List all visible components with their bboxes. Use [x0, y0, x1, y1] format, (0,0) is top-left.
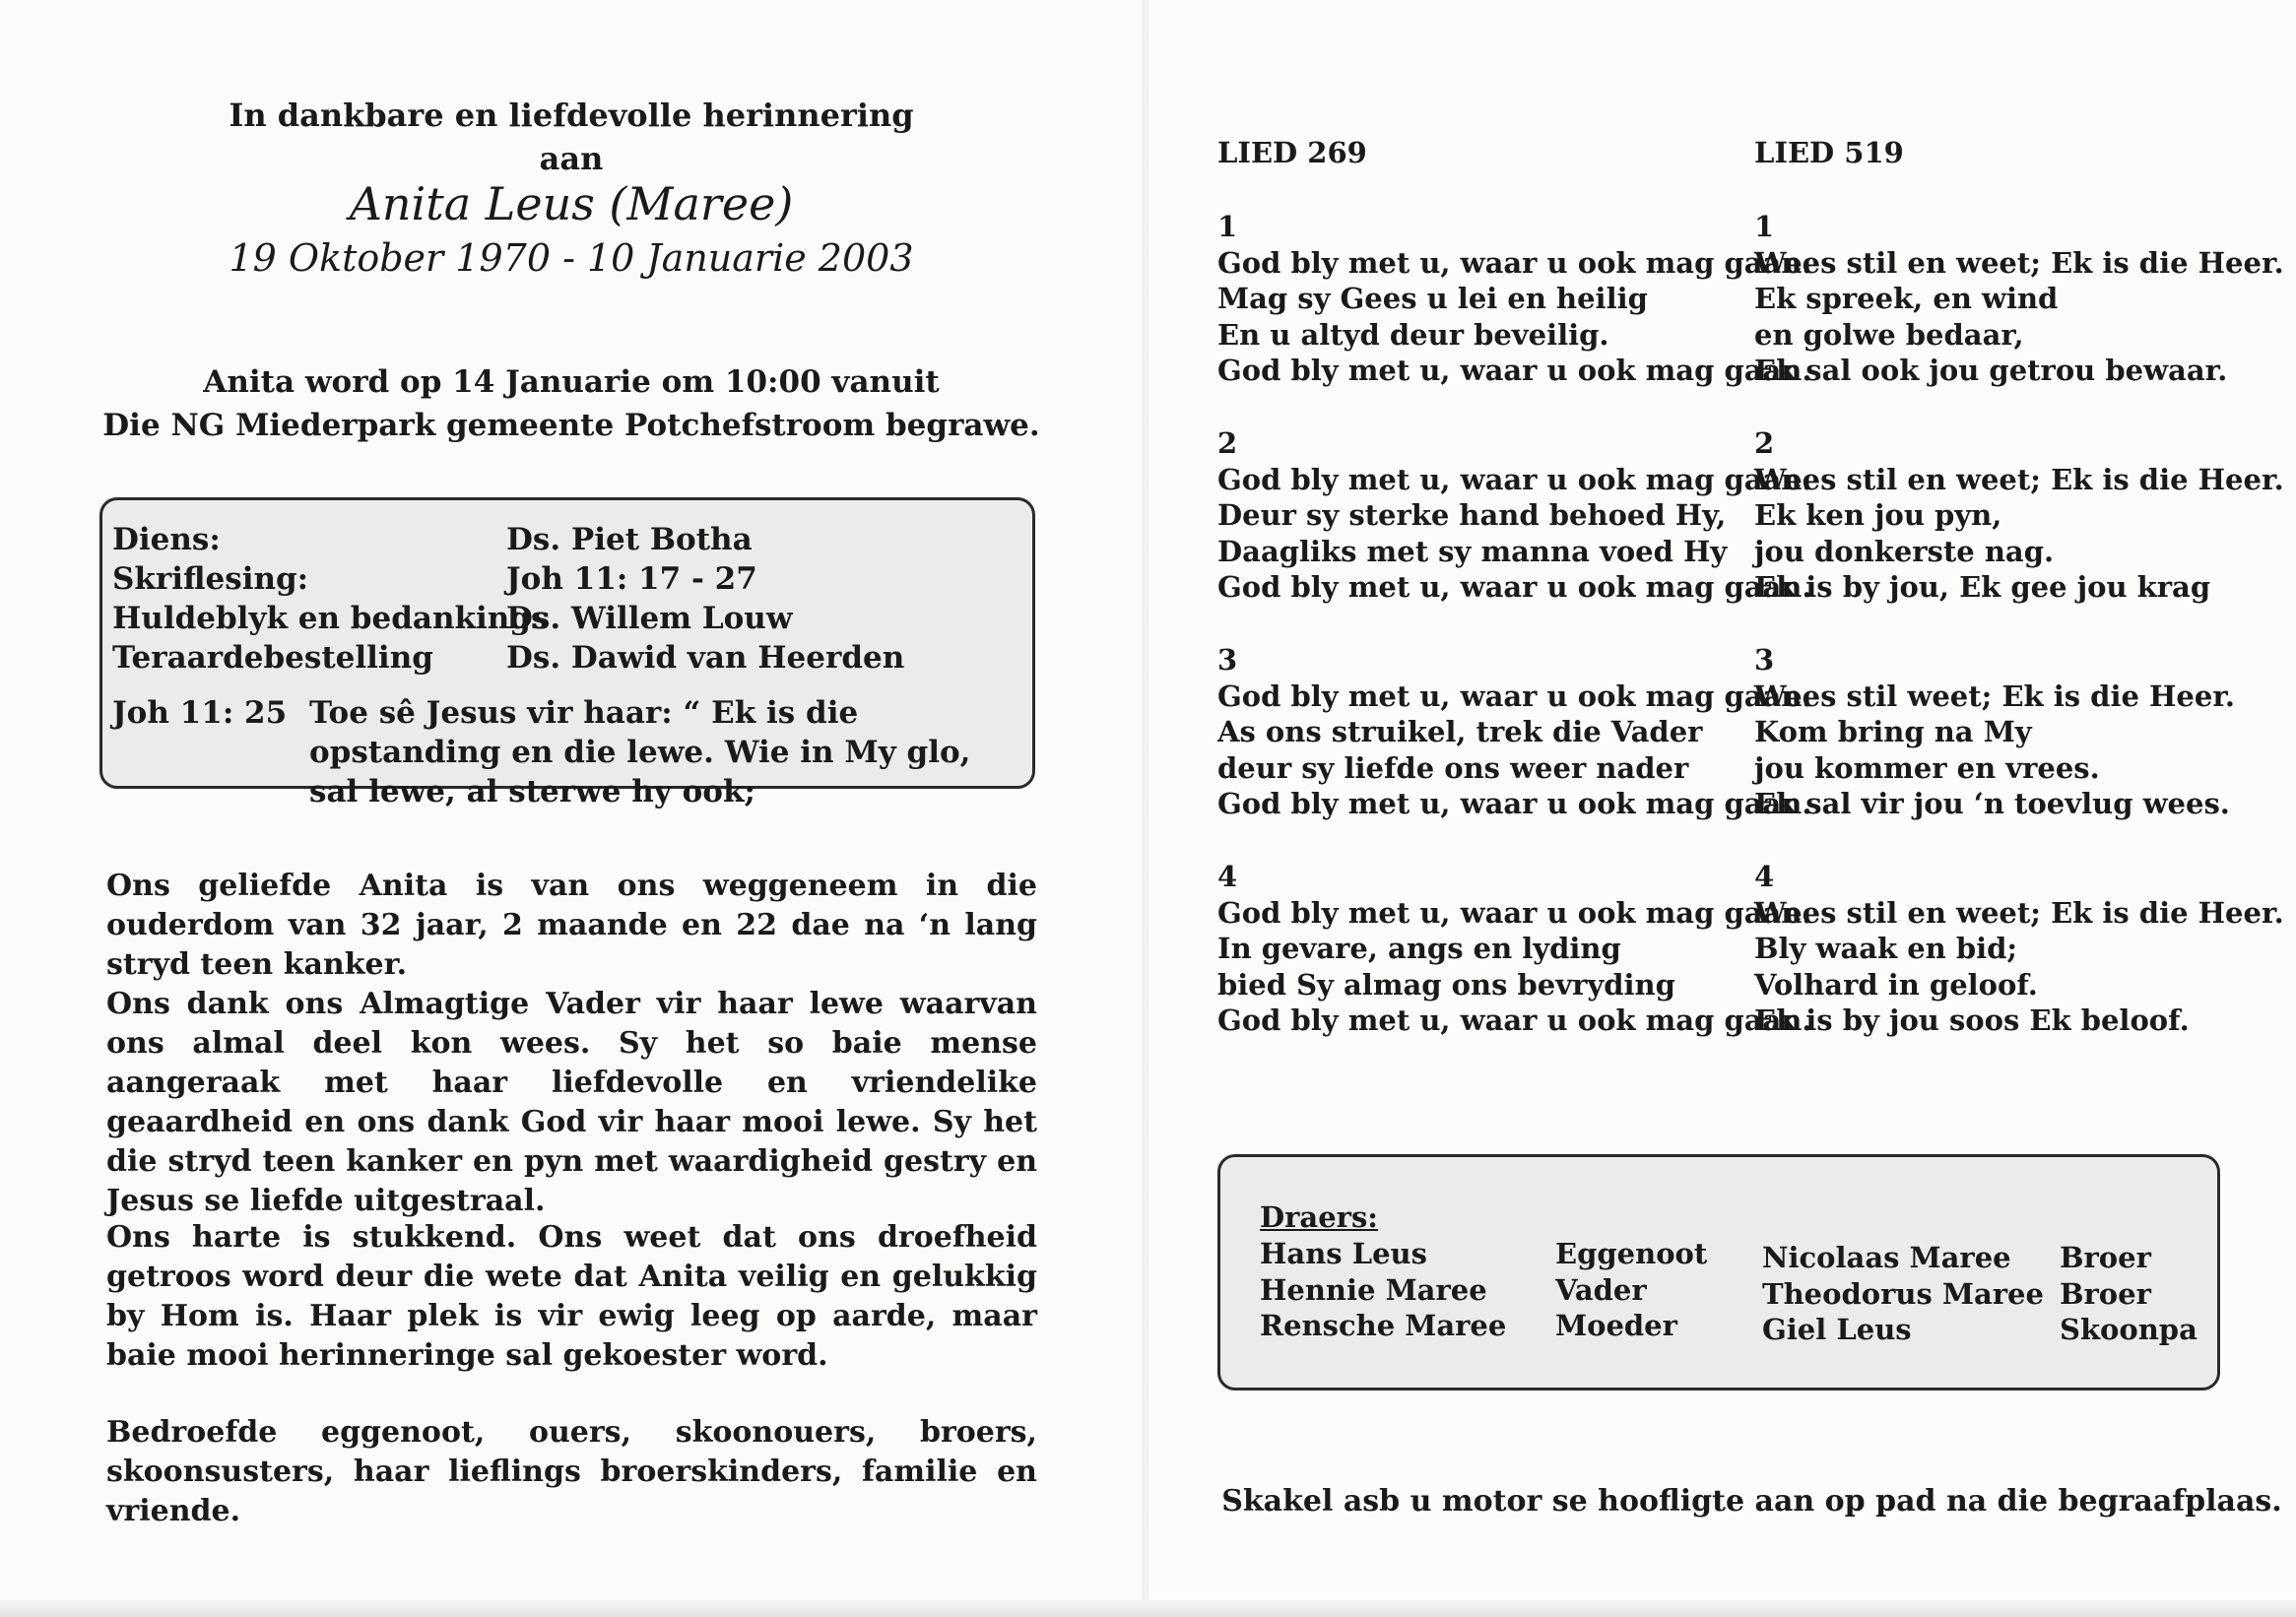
- deceased-name: Anita Leus (Maree): [349, 177, 794, 230]
- tribute-label: Huldeblyk en bedankings: [112, 601, 549, 636]
- stanza-line: Volhard in geloof.: [1754, 967, 2038, 1002]
- hymn-269-stanza-4: [1217, 859, 1812, 1039]
- stanza-line: Wees stil en weet; Ek is die Heer.: [1754, 895, 2284, 930]
- hymn-519-stanza-1: [1754, 209, 2284, 389]
- bearer-relations-col-2: [2060, 1240, 2198, 1348]
- stanza-line: Ek sal vir jou ‘n toevlug wees.: [1754, 787, 2230, 820]
- paragraph-3: Ons harte is stukkend. Ons weet dat ons droefheid getroos word deur die wete dat Anita veilig en gelukkig by Hom is. Haar plek is vir ewig leeg op aarde, maar baie mooi herinneringe sal gekoester word.: [106, 1220, 1037, 1373]
- scripture-value: Joh 11: 17 - 27: [506, 561, 757, 597]
- hymn-269-stanza-2: [1217, 425, 1812, 606]
- stanza-line: God bly met u, waar u ook mag gaan.: [1217, 787, 1812, 820]
- stanza-number: 4: [1754, 860, 1775, 893]
- stanza-line: God bly met u, waar u ook mag gaan.: [1217, 1003, 1812, 1037]
- stanza-line: Wees stil weet; Ek is die Heer.: [1754, 679, 2236, 713]
- stanza-number: 3: [1754, 643, 1775, 677]
- interment-value: Ds. Dawid van Heerden: [506, 640, 905, 676]
- bearer-name: Theodorus Maree: [1762, 1276, 2044, 1311]
- tribute-value: Ds. Willem Louw: [506, 601, 793, 636]
- stanza-line: Deur sy sterke hand behoed Hy,: [1217, 498, 1727, 532]
- stanza-line: en golwe bedaar,: [1754, 317, 2024, 352]
- stanza-line: bied Sy almag ons bevryding: [1217, 967, 1675, 1002]
- life-dates: 19 Oktober 1970 - 10 Januarie 2003: [229, 236, 914, 280]
- stanza-line: Daagliks met sy manna voed Hy: [1217, 534, 1728, 568]
- bearer-names-col-1: [1260, 1236, 1506, 1344]
- verse-text: Toe sê Jesus vir haar: “ Ek is die opstanding en die lewe. Wie in My glo, sal lewe, al sterwe hy ook;: [309, 695, 971, 809]
- hymn-269-stanza-3: [1217, 642, 1812, 822]
- stanza-line: jou donkerste nag.: [1754, 534, 2055, 568]
- bearer-relation: Broer: [2060, 1276, 2151, 1311]
- stanza-line: Ek sal ook jou getrou bewaar.: [1754, 354, 2228, 387]
- stanza-line: God bly met u, waar u ook mag gaan.: [1217, 895, 1812, 930]
- burial-line-1: Anita word op 14 Januarie om 10:00 vanuit: [203, 364, 940, 400]
- stanza-line: God bly met u, waar u ook mag gaan.: [1217, 245, 1812, 280]
- verse-reference: Joh 11: 25: [112, 695, 288, 731]
- stanza-line: deur sy liefde ons weer nader: [1217, 750, 1689, 785]
- pallbearers-box: [1217, 1154, 2220, 1391]
- stanza-line: Ek is by jou, Ek gee jou krag: [1754, 570, 2211, 604]
- interment-label: Teraardebestelling: [112, 640, 433, 676]
- bearer-relations-col-1: [1555, 1236, 1707, 1344]
- paragraph-1: Ons geliefde Anita is van ons weggeneem in die ouderdom van 32 jaar, 2 maande en 22 dae na ‘n lang stryd teen kanker.: [106, 869, 1037, 982]
- bearer-name: Giel Leus: [1762, 1313, 1912, 1346]
- stanza-line: jou kommer en vrees.: [1754, 750, 2100, 785]
- hymn-519-stanza-4: [1754, 859, 2284, 1039]
- stanza-line: Mag sy Gees u lei en heilig: [1217, 282, 1648, 315]
- burial-notice: [0, 360, 1143, 447]
- hymn-269-title: LIED 269: [1217, 136, 1367, 169]
- stanza-line: As ons struikel, trek die Vader: [1217, 715, 1703, 748]
- stanza-line: Ek spreek, en wind: [1754, 282, 2059, 315]
- bearer-name: Hans Leus: [1260, 1237, 1427, 1270]
- hymn-269-stanza-1: [1217, 209, 1812, 389]
- stanza-line: God bly met u, waar u ook mag gaan.: [1217, 462, 1812, 496]
- bearer-relation: Vader: [1555, 1272, 1647, 1307]
- paragraph-4: Bedroefde eggenoot, ouers, skoonouers, broers, skoonsusters, haar lieflings broerskinders, familie en vriende.: [106, 1415, 1037, 1528]
- stanza-number: 4: [1217, 860, 1238, 893]
- pallbearers-title: Draers:: [1260, 1200, 1378, 1234]
- stanza-line: Ek ken jou pyn,: [1754, 498, 2002, 532]
- stanza-line: Wees stil en weet; Ek is die Heer.: [1754, 245, 2284, 280]
- stanza-line: Wees stil en weet; Ek is die Heer.: [1754, 462, 2284, 496]
- service-details-box: [99, 497, 1035, 809]
- paragraph-2: Ons dank ons Almagtige Vader vir haar lewe waarvan ons almal deel kon wees. Sy het so baie mense aangeraak met haar liefdevolle en vriendelike geaardheid en ons dank God vir haar mooi lewe. Sy het die stryd teen kanker en pyn met waardigheid gestry en Jesus se liefde uitgestraal.: [106, 987, 1037, 1218]
- bearer-name: Rensche Maree: [1260, 1309, 1507, 1342]
- headlights-notice: Skakel asb u motor se hoofligte aan op pad na die begraafplaas.: [1221, 1484, 2282, 1519]
- burial-line-2: Die NG Miederpark gemeente Potchefstroom begrawe.: [102, 408, 1040, 443]
- stanza-number: 1: [1217, 210, 1238, 243]
- stanza-line: God bly met u, waar u ook mag gaan.: [1217, 679, 1812, 713]
- bearer-names-col-2: [1762, 1240, 2044, 1348]
- stanza-number: 2: [1754, 426, 1775, 460]
- bearer-relation: Eggenoot: [1555, 1237, 1708, 1270]
- bearer-relation: Moeder: [1555, 1309, 1677, 1342]
- service-value: Ds. Piet Botha: [506, 522, 753, 557]
- stanza-number: 3: [1217, 643, 1238, 677]
- left-page: [0, 0, 1144, 1617]
- bearer-name: Nicolaas Maree: [1762, 1241, 2011, 1274]
- stanza-line: Bly waak en bid;: [1754, 932, 2018, 965]
- hymn-519-stanza-3: [1754, 642, 2235, 822]
- heading-line-2: aan: [539, 140, 604, 177]
- stanza-number: 1: [1754, 210, 1775, 243]
- bearer-name: Hennie Maree: [1260, 1272, 1487, 1307]
- stanza-line: En u altyd deur beveilig.: [1217, 317, 1609, 352]
- stanza-line: In gevare, angs en lyding: [1217, 932, 1621, 965]
- stanza-line: God bly met u, waar u ook mag gaan.: [1217, 570, 1812, 604]
- paper-bottom-edge: [0, 1600, 2296, 1617]
- stanza-line: Kom bring na My: [1754, 715, 2032, 748]
- stanza-number: 2: [1217, 426, 1238, 460]
- service-label: Diens:: [112, 522, 221, 557]
- scripture-label: Skriflesing:: [112, 561, 309, 597]
- bearer-relation: Broer: [2060, 1241, 2151, 1274]
- stanza-line: God bly met u, waar u ook mag gaan.: [1217, 354, 1812, 387]
- stanza-line: Ek is by jou soos Ek beloof.: [1754, 1003, 2190, 1037]
- hymn-519-title: LIED 519: [1754, 136, 1904, 169]
- heading-line-1: In dankbare en liefdevolle herinnering: [229, 97, 914, 134]
- bearer-relation: Skoonpa: [2060, 1313, 2198, 1346]
- hymn-519-stanza-2: [1754, 425, 2284, 606]
